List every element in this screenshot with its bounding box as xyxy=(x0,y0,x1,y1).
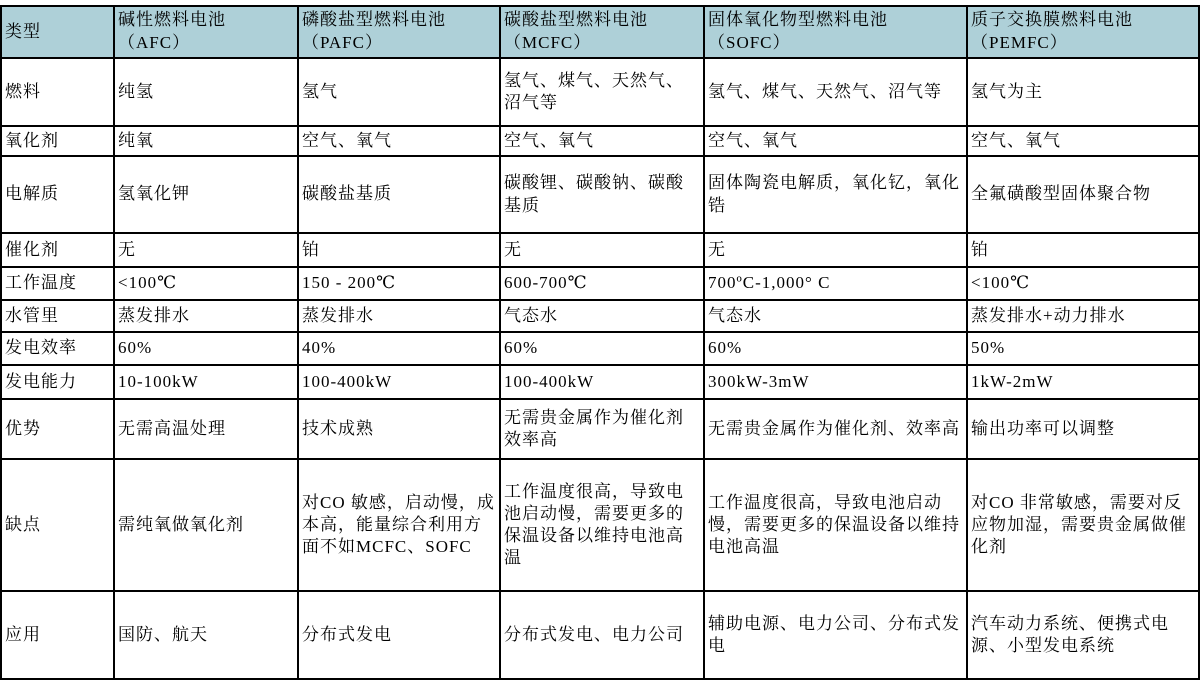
cell-disadvantages-pemfc: 对CO 非常敏感，需要对反应物加湿，需要贵金属做催化剂 xyxy=(967,459,1199,591)
row-label-oxidizer: 氧化剂 xyxy=(1,126,114,156)
row-label-catalyst: 催化剂 xyxy=(1,233,114,267)
cell-fuel-pafc: 氢气 xyxy=(298,58,500,126)
header-row xyxy=(1,6,1199,58)
column-abbr: （AFC） xyxy=(118,33,191,52)
table-row-catalyst xyxy=(1,233,1199,267)
table-row-oxidizer xyxy=(1,126,1199,156)
cell-advantages-pemfc: 输出功率可以调整 xyxy=(967,399,1199,459)
cell-catalyst-mcfc: 无 xyxy=(500,233,704,267)
cell-generation-efficiency-mcfc: 60% xyxy=(500,332,704,365)
cell-water-management-pemfc: 蒸发排水+动力排水 xyxy=(967,300,1199,332)
cell-disadvantages-mcfc: 工作温度很高，导致电池启动慢，需要更多的保温设备以维持电池高温 xyxy=(500,459,704,591)
cell-water-management-pafc: 蒸发排水 xyxy=(298,300,500,332)
cell-fuel-afc: 纯氢 xyxy=(114,58,298,126)
table-row-applications xyxy=(1,591,1199,679)
column-name: 碳酸盐型燃料电池 xyxy=(504,10,648,30)
column-abbr: （PEMFC） xyxy=(971,33,1068,52)
column-name: 碱性燃料电池 xyxy=(118,10,226,30)
cell-fuel-mcfc: 氢气、煤气、天然气、沼气等 xyxy=(500,58,704,126)
table-row-generation-capacity xyxy=(1,365,1199,399)
column-header-sofc xyxy=(704,6,967,58)
column-header-pafc xyxy=(298,6,500,58)
cell-generation-efficiency-pemfc: 50% xyxy=(967,332,1199,365)
table-row-generation-efficiency xyxy=(1,332,1199,365)
cell-operating-temperature-mcfc: 600-700℃ xyxy=(500,267,704,300)
cell-advantages-afc: 无需高温处理 xyxy=(114,399,298,459)
cell-electrolyte-mcfc: 碳酸锂、碳酸钠、碳酸基质 xyxy=(500,156,704,233)
cell-catalyst-pafc: 铂 xyxy=(298,233,500,267)
cell-applications-pemfc: 汽车动力系统、便携式电源、小型发电系统 xyxy=(967,591,1199,679)
cell-generation-capacity-mcfc: 100-400kW xyxy=(500,365,704,399)
cell-generation-efficiency-sofc: 60% xyxy=(704,332,967,365)
cell-operating-temperature-afc: <100℃ xyxy=(114,267,298,300)
row-label-disadvantages: 缺点 xyxy=(1,459,114,591)
row-label-generation-capacity: 发电能力 xyxy=(1,365,114,399)
table-row-electrolyte xyxy=(1,156,1199,233)
column-abbr: （SOFC） xyxy=(708,33,791,52)
cell-electrolyte-sofc: 固体陶瓷电解质，氧化钇，氧化锆 xyxy=(704,156,967,233)
cell-operating-temperature-pafc: 150 - 200℃ xyxy=(298,267,500,300)
cell-generation-capacity-pafc: 100-400kW xyxy=(298,365,500,399)
column-header-mcfc xyxy=(500,6,704,58)
fuel-cell-comparison-table xyxy=(0,5,1200,680)
cell-disadvantages-afc: 需纯氧做氧化剂 xyxy=(114,459,298,591)
cell-water-management-afc: 蒸发排水 xyxy=(114,300,298,332)
row-label-fuel: 燃料 xyxy=(1,58,114,126)
cell-oxidizer-sofc: 空气、氧气 xyxy=(704,126,967,156)
cell-water-management-sofc: 气态水 xyxy=(704,300,967,332)
cell-advantages-pafc: 技术成熟 xyxy=(298,399,500,459)
cell-fuel-pemfc: 氢气为主 xyxy=(967,58,1199,126)
table-row-advantages xyxy=(1,399,1199,459)
cell-operating-temperature-pemfc: <100℃ xyxy=(967,267,1199,300)
cell-oxidizer-pafc: 空气、氧气 xyxy=(298,126,500,156)
column-name: 固体氧化物型燃料电池 xyxy=(708,10,888,30)
table-row-disadvantages xyxy=(1,459,1199,591)
cell-applications-mcfc: 分布式发电、电力公司 xyxy=(500,591,704,679)
cell-generation-capacity-pemfc: 1kW-2mW xyxy=(967,365,1199,399)
cell-generation-capacity-sofc: 300kW-3mW xyxy=(704,365,967,399)
column-name: 磷酸盐型燃料电池 xyxy=(302,10,446,30)
corner-header-type: 类型 xyxy=(1,6,114,58)
cell-catalyst-afc: 无 xyxy=(114,233,298,267)
cell-generation-capacity-afc: 10-100kW xyxy=(114,365,298,399)
row-label-electrolyte: 电解质 xyxy=(1,156,114,233)
cell-oxidizer-pemfc: 空气、氧气 xyxy=(967,126,1199,156)
column-name: 质子交换膜燃料电池 xyxy=(971,10,1133,30)
cell-disadvantages-sofc: 工作温度很高，导致电池启动慢，需要更多的保温设备以维持电池高温 xyxy=(704,459,967,591)
table-row-water-management xyxy=(1,300,1199,332)
cell-generation-efficiency-pafc: 40% xyxy=(298,332,500,365)
cell-applications-afc: 国防、航天 xyxy=(114,591,298,679)
cell-water-management-mcfc: 气态水 xyxy=(500,300,704,332)
row-label-advantages: 优势 xyxy=(1,399,114,459)
column-abbr: （MCFC） xyxy=(504,33,592,52)
cell-electrolyte-afc: 氢氧化钾 xyxy=(114,156,298,233)
cell-electrolyte-pemfc: 全氟磺酸型固体聚合物 xyxy=(967,156,1199,233)
table-row-operating-temperature xyxy=(1,267,1199,300)
cell-catalyst-sofc: 无 xyxy=(704,233,967,267)
column-header-afc xyxy=(114,6,298,58)
cell-advantages-mcfc: 无需贵金属作为催化剂效率高 xyxy=(500,399,704,459)
row-label-generation-efficiency: 发电效率 xyxy=(1,332,114,365)
cell-advantages-sofc: 无需贵金属作为催化剂、效率高 xyxy=(704,399,967,459)
column-abbr: （PAFC） xyxy=(302,33,383,52)
table-row-fuel xyxy=(1,58,1199,126)
cell-electrolyte-pafc: 碳酸盐基质 xyxy=(298,156,500,233)
cell-applications-sofc: 辅助电源、电力公司、分布式发电 xyxy=(704,591,967,679)
row-label-water-management: 水管里 xyxy=(1,300,114,332)
cell-fuel-sofc: 氢气、煤气、天然气、沼气等 xyxy=(704,58,967,126)
cell-applications-pafc: 分布式发电 xyxy=(298,591,500,679)
cell-oxidizer-afc: 纯氧 xyxy=(114,126,298,156)
column-header-pemfc xyxy=(967,6,1199,58)
row-label-operating-temperature: 工作温度 xyxy=(1,267,114,300)
cell-operating-temperature-sofc: 700ºC-1,000° C xyxy=(704,267,967,300)
row-label-applications: 应用 xyxy=(1,591,114,679)
cell-catalyst-pemfc: 铂 xyxy=(967,233,1199,267)
cell-disadvantages-pafc: 对CO 敏感，启动慢，成本高，能量综合利用方面不如MCFC、SOFC xyxy=(298,459,500,591)
cell-oxidizer-mcfc: 空气、氧气 xyxy=(500,126,704,156)
cell-generation-efficiency-afc: 60% xyxy=(114,332,298,365)
